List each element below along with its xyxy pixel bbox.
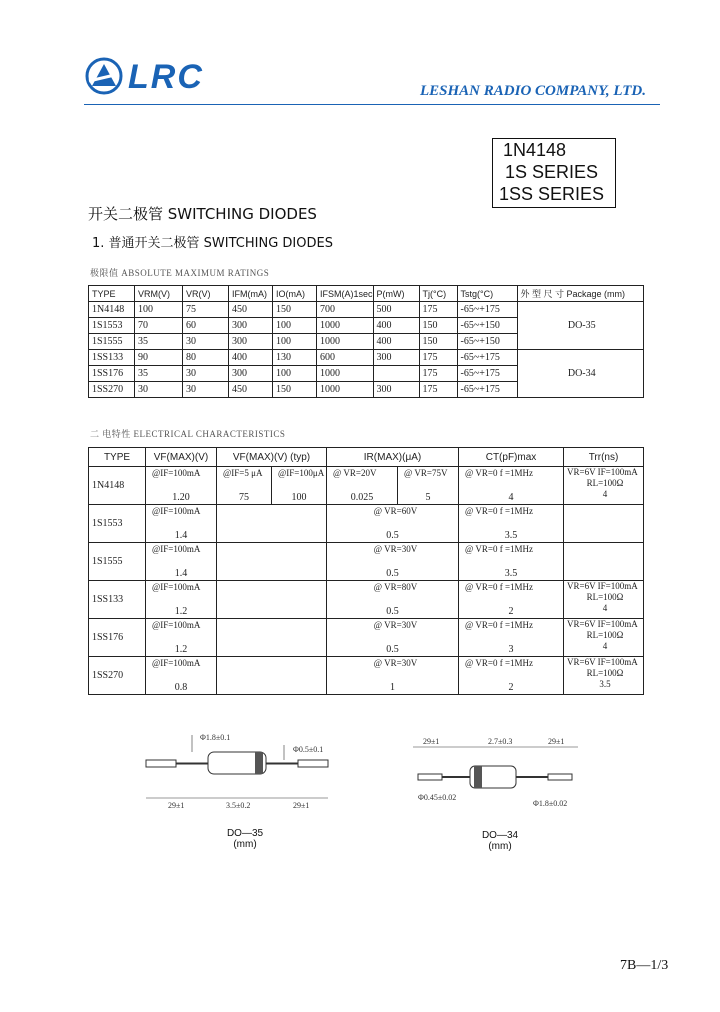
series-box xyxy=(492,138,616,208)
val: 1.20 xyxy=(172,492,190,503)
trr-val: 3.5 xyxy=(599,679,611,689)
cond: @ VR=0 f =1MHz xyxy=(465,544,534,554)
trr-rl: RL=100Ω xyxy=(586,592,624,602)
val: 1.2 xyxy=(174,644,188,655)
cell: 1S1553 xyxy=(89,318,135,334)
header-rule xyxy=(84,104,660,105)
vf2-cell xyxy=(217,581,327,619)
cell: 30 xyxy=(183,382,229,398)
electrical-table xyxy=(88,447,644,695)
col-header: P(mW) xyxy=(373,286,419,302)
col-header: IFM(mA) xyxy=(229,286,273,302)
cell: 500 xyxy=(373,302,419,318)
type-cell: 1S1553 xyxy=(89,505,146,543)
cell: 300 xyxy=(373,382,419,398)
trr-cond: VR=6V IF=100mA xyxy=(567,657,638,667)
cell: 300 xyxy=(229,334,273,350)
cell: -65~+175 xyxy=(457,366,517,382)
col-header: Tj(°C) xyxy=(419,286,457,302)
cond: @IF=100μA xyxy=(278,468,325,478)
type-cell: 1SS176 xyxy=(89,619,146,657)
cell: 100 xyxy=(273,366,317,382)
cell: 130 xyxy=(273,350,317,366)
col-header: CT(pF)max xyxy=(459,448,564,467)
dim-label: 29±1 xyxy=(423,737,440,746)
col-header: IR(MAX)(μA) xyxy=(327,448,459,467)
vf-cell xyxy=(146,581,217,619)
vf2-cell xyxy=(217,657,327,695)
cond: @ VR=20V xyxy=(333,468,377,478)
ir1-cell xyxy=(327,467,398,505)
cell: -65~+175 xyxy=(457,382,517,398)
table-header-row xyxy=(89,448,644,467)
trr-cell xyxy=(564,657,644,695)
table-row xyxy=(89,619,644,657)
vf-cell xyxy=(146,543,217,581)
trr-cell xyxy=(564,543,644,581)
cell: 90 xyxy=(135,350,183,366)
cell: 30 xyxy=(183,334,229,350)
trr-val: 4 xyxy=(602,641,608,651)
table-row xyxy=(89,543,644,581)
do34-lead-right xyxy=(548,774,572,780)
cell: 700 xyxy=(317,302,374,318)
cell: 150 xyxy=(273,382,317,398)
cond: @ VR=0 f =1MHz xyxy=(465,468,534,478)
val: 1.4 xyxy=(174,568,188,579)
val: 1.2 xyxy=(174,606,188,617)
cell: 1000 xyxy=(317,318,374,334)
caption-text: DO—35 xyxy=(226,828,264,839)
trr-rl: RL=100Ω xyxy=(586,478,624,488)
caption-unit: (mm) xyxy=(488,841,512,852)
cell: 400 xyxy=(229,350,273,366)
cell: 100 xyxy=(135,302,183,318)
series-line: 1S SERIES xyxy=(505,162,599,182)
cond: @IF=100mA xyxy=(152,468,201,478)
logo-text: LRC xyxy=(128,58,204,96)
vf2-cell xyxy=(217,543,327,581)
do35-lead-right xyxy=(298,760,328,767)
dim-label: Φ1.8±0.02 xyxy=(533,799,568,808)
cell: 400 xyxy=(373,318,419,334)
cell: 300 xyxy=(229,366,273,382)
dim-label: Φ1.8±0.1 xyxy=(200,733,231,742)
cell: 150 xyxy=(419,334,457,350)
cell: 300 xyxy=(373,350,419,366)
col-header: VRM(V) xyxy=(135,286,183,302)
cond: @IF=5 μA xyxy=(223,468,263,478)
dim-label: 3.5±0.2 xyxy=(226,801,251,810)
cell: 400 xyxy=(373,334,419,350)
page-subtitle: 1. 普通开关二极管 SWITCHING DIODES xyxy=(92,236,333,251)
cell: 150 xyxy=(273,302,317,318)
trr-cell xyxy=(564,505,644,543)
vf-cell xyxy=(146,657,217,695)
cell: 100 xyxy=(273,334,317,350)
cell: 1SS176 xyxy=(89,366,135,382)
type-cell: 1S1555 xyxy=(89,543,146,581)
cell: 100 xyxy=(273,318,317,334)
ct-cell xyxy=(459,581,564,619)
val: 3.5 xyxy=(504,568,518,579)
caption-text: DO—34 xyxy=(481,830,519,841)
series-line: 1SS SERIES xyxy=(499,184,605,204)
vf2-cell xyxy=(217,619,327,657)
dim-label: 29±1 xyxy=(548,737,565,746)
cond: @ VR=30V xyxy=(373,620,418,630)
val: 1 xyxy=(390,682,395,693)
type-cell: 1N4148 xyxy=(89,467,146,505)
cond: @IF=100mA xyxy=(152,658,201,668)
val: 5 xyxy=(425,492,431,503)
ir-cell xyxy=(327,505,459,543)
val: 1.4 xyxy=(174,530,188,541)
company-name: LESHAN RADIO COMPANY, LTD. xyxy=(420,83,647,99)
lrc-logo-icon xyxy=(84,56,124,96)
do34-drawing xyxy=(413,737,578,808)
cell: 1S1555 xyxy=(89,334,135,350)
val: 3.5 xyxy=(504,530,518,541)
cond: @ VR=30V xyxy=(373,658,418,668)
cell: 1N4148 xyxy=(89,302,135,318)
col-header: TYPE xyxy=(89,448,146,467)
vf-cell xyxy=(146,619,217,657)
cell: 35 xyxy=(135,366,183,382)
do34-cathode-band xyxy=(474,766,482,788)
val: 75 xyxy=(239,492,249,503)
cond: @ VR=75V xyxy=(404,468,448,478)
type-cell: 1SS133 xyxy=(89,581,146,619)
table-row xyxy=(89,302,644,318)
cell: 175 xyxy=(419,350,457,366)
caption-unit: (mm) xyxy=(233,839,257,850)
cell: 1000 xyxy=(317,366,374,382)
ir-cell xyxy=(327,543,459,581)
col-header: TYPE xyxy=(89,286,135,302)
val: 100 xyxy=(291,492,307,503)
trr-val: 4 xyxy=(602,489,608,499)
ct-cell xyxy=(459,543,564,581)
cond: @ VR=0 f =1MHz xyxy=(465,658,534,668)
do34-lead-left xyxy=(418,774,442,780)
cell xyxy=(373,366,419,382)
cond: @IF=100mA xyxy=(152,544,201,554)
cell: 75 xyxy=(183,302,229,318)
ct-cell xyxy=(459,657,564,695)
cond: @ VR=0 f =1MHz xyxy=(465,620,534,630)
val: 0.5 xyxy=(386,530,399,541)
cell: 175 xyxy=(419,366,457,382)
cell: -65~+175 xyxy=(457,302,517,318)
trr-cell xyxy=(564,467,644,505)
cell: 150 xyxy=(419,318,457,334)
vf2-cell xyxy=(217,505,327,543)
do35-cathode-band xyxy=(255,752,263,774)
do35-drawing xyxy=(146,733,328,810)
cell: 35 xyxy=(135,334,183,350)
val: 0.5 xyxy=(386,606,399,617)
table-row xyxy=(89,657,644,695)
cond: @ VR=0 f =1MHz xyxy=(465,506,534,516)
trr-val: 4 xyxy=(602,603,608,613)
type-cell: 1SS270 xyxy=(89,657,146,695)
vf-cell xyxy=(146,505,217,543)
col-header: Trr(ns) xyxy=(564,448,644,467)
dim-label: 2.7±0.3 xyxy=(488,737,513,746)
cell: 600 xyxy=(317,350,374,366)
trr-cell xyxy=(564,581,644,619)
cell: 450 xyxy=(229,302,273,318)
page-title: 开关二极管 SWITCHING DIODES xyxy=(88,205,317,223)
vf2a-cell xyxy=(217,467,272,505)
trr-cond: VR=6V IF=100mA xyxy=(567,619,638,629)
cell: 300 xyxy=(229,318,273,334)
cell: 70 xyxy=(135,318,183,334)
val: 2 xyxy=(508,682,514,693)
col-header: VF(MAX)(V) xyxy=(146,448,217,467)
cond: @IF=100mA xyxy=(152,582,201,592)
section-label-ele: 二 电特性 ELECTRICAL CHARACTERISTICS xyxy=(90,429,286,439)
cell: 1000 xyxy=(317,334,374,350)
package-cell: DO-34 xyxy=(517,350,643,398)
do35-caption xyxy=(215,828,275,850)
table-row xyxy=(89,467,644,505)
trr-rl: RL=100Ω xyxy=(586,668,624,678)
cond: @ VR=30V xyxy=(373,544,418,554)
page-number: 7B—1/3 xyxy=(620,958,669,973)
cell: -65~+150 xyxy=(457,318,517,334)
val: 2 xyxy=(508,606,514,617)
package-cell: DO-35 xyxy=(517,302,643,350)
val: 0.025 xyxy=(350,492,374,503)
section-label-abs: 极限值 ABSOLUTE MAXIMUM RATINGS xyxy=(90,268,270,278)
cell: 175 xyxy=(419,382,457,398)
cell: 1SS133 xyxy=(89,350,135,366)
package-drawings xyxy=(88,720,648,870)
cell: 175 xyxy=(419,302,457,318)
cell: 80 xyxy=(183,350,229,366)
cell: 450 xyxy=(229,382,273,398)
dim-label: 29±1 xyxy=(293,801,310,810)
dim-label: Φ0.5±0.1 xyxy=(293,745,324,754)
vf-cell xyxy=(146,467,217,505)
val: 3 xyxy=(508,644,514,655)
abs-ratings-table xyxy=(88,285,644,398)
do35-lead-left xyxy=(146,760,176,767)
trr-rl: RL=100Ω xyxy=(586,630,624,640)
table-header-row xyxy=(89,286,644,302)
cell: -65~+175 xyxy=(457,350,517,366)
trr-cond: VR=6V IF=100mA xyxy=(567,467,638,477)
cond: @IF=100mA xyxy=(152,506,201,516)
ir-cell xyxy=(327,619,459,657)
trr-cell xyxy=(564,619,644,657)
do34-caption xyxy=(470,830,530,852)
vf2b-cell xyxy=(272,467,327,505)
ct-cell xyxy=(459,619,564,657)
table-row xyxy=(89,581,644,619)
table-row xyxy=(89,350,644,366)
ir-cell xyxy=(327,657,459,695)
cell: 1SS270 xyxy=(89,382,135,398)
col-header: Tstg(°C) xyxy=(457,286,517,302)
col-header: VR(V) xyxy=(183,286,229,302)
cell: 30 xyxy=(183,366,229,382)
cell: 1000 xyxy=(317,382,374,398)
ir-cell xyxy=(327,581,459,619)
col-header: VF(MAX)(V) (typ) xyxy=(217,448,327,467)
val: 0.8 xyxy=(174,682,188,693)
val: 4 xyxy=(508,492,514,503)
cell: 60 xyxy=(183,318,229,334)
cond: @ VR=0 f =1MHz xyxy=(465,582,534,592)
ct-cell xyxy=(459,505,564,543)
trr-cond: VR=6V IF=100mA xyxy=(567,581,638,591)
col-header: IO(mA) xyxy=(273,286,317,302)
cond: @ VR=80V xyxy=(373,582,418,592)
dim-label: Φ0.45±0.02 xyxy=(418,793,457,802)
val: 0.5 xyxy=(386,644,399,655)
val: 0.5 xyxy=(386,568,399,579)
cell: -65~+150 xyxy=(457,334,517,350)
dim-label: 29±1 xyxy=(168,801,185,810)
cell: 30 xyxy=(135,382,183,398)
col-header: 外 型 尺 寸 Package (mm) xyxy=(517,286,643,302)
series-line: 1N4148 xyxy=(503,140,567,160)
col-header: IFSM(A)1sec xyxy=(317,286,374,302)
table-row xyxy=(89,505,644,543)
ir2-cell xyxy=(398,467,459,505)
ct-cell xyxy=(459,467,564,505)
cond: @ VR=60V xyxy=(373,506,418,516)
cond: @IF=100mA xyxy=(152,620,201,630)
